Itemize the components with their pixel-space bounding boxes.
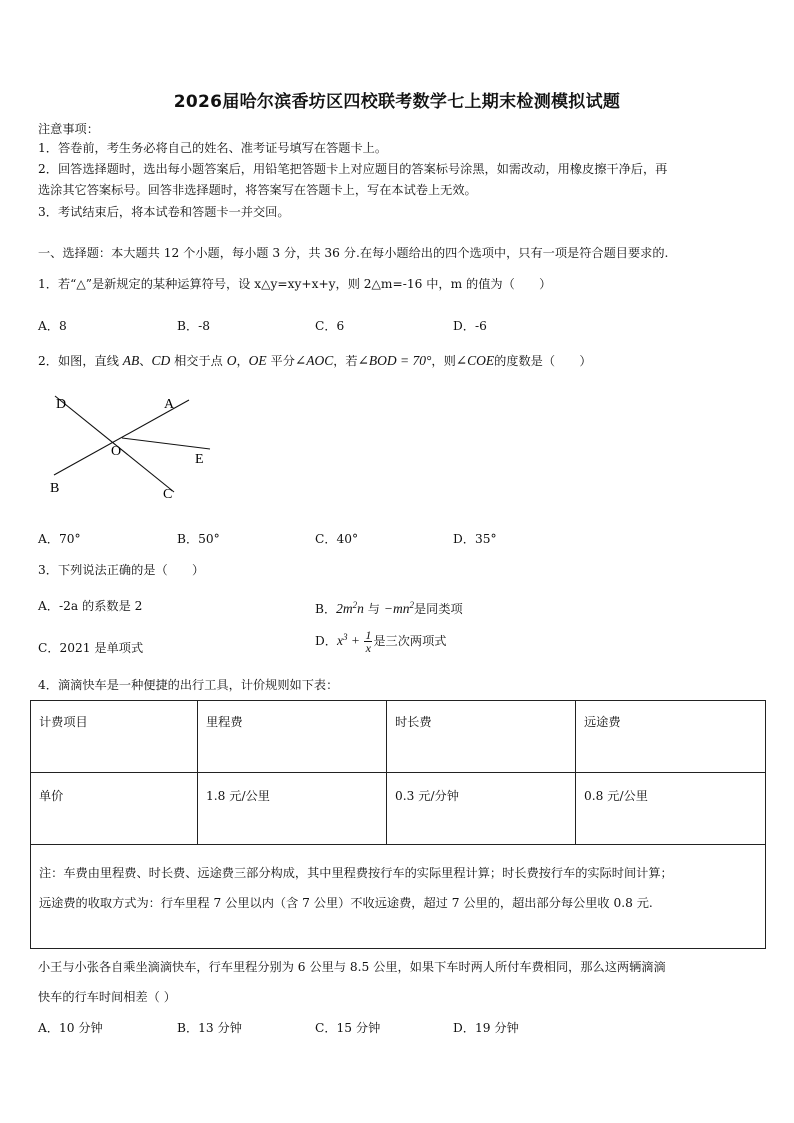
- q4-option-c: C．15 分钟: [315, 1021, 381, 1035]
- question-2-stem: 2．如图，直线 AB、CD 相交于点 O，OE 平分∠AOC，若∠BOD = 70°，则∠COE的度数是（ ）: [38, 353, 592, 368]
- q2-option-a: A．70°: [38, 532, 81, 546]
- q4-option-b: B．13 分钟: [177, 1021, 242, 1035]
- q4-followup: 快车的行车时间相差（ ）: [38, 990, 176, 1004]
- table-cell: 1.8 元/公里: [198, 773, 387, 845]
- q3-option-c: C．2021 是单项式: [38, 641, 144, 655]
- table-header-cell: 计费项目: [31, 701, 198, 773]
- q1-option-a: A．8: [38, 319, 67, 333]
- table-cell: 0.8 元/公里: [576, 773, 766, 845]
- section-heading: 一、选择题：本大题共 12 个小题，每小题 3 分，共 36 分.在每小题给出的四个选项中，只有一项是符合题目要求的.: [38, 246, 669, 260]
- table-header-cell: 时长费: [387, 701, 576, 773]
- table-header-row: [31, 701, 766, 773]
- q2-option-c: C．40°: [315, 532, 359, 546]
- q3-option-b: B．$2m^2n$ 与 $-mn^2$是同类项: [315, 600, 463, 617]
- table-row: [31, 773, 766, 845]
- question-3-stem: 3．下列说法正确的是（ ）: [38, 563, 205, 577]
- label-c: C: [163, 487, 173, 502]
- geometry-figure: [40, 388, 220, 506]
- table-cell: 单价: [31, 773, 198, 845]
- notice-item: 2．回答选择题时，选出每小题答案后，用铅笔把答题卡上对应题目的答案标号涂黑，如需改动，用橡皮擦干净后，再: [38, 162, 668, 176]
- q1-option-d: D．-6: [453, 319, 487, 333]
- q4-option-a: A．10 分钟: [38, 1021, 103, 1035]
- ray-oe: [122, 438, 210, 449]
- label-b: B: [50, 481, 60, 496]
- label-d: D: [56, 397, 67, 412]
- fare-table: [30, 700, 766, 949]
- notice-item: 选涂其它答案标号。回答非选择题时，将答案写在答题卡上，写在本试卷上无效。: [38, 183, 477, 197]
- notice-item: 3．考试结束后，将本试卷和答题卡一并交回。: [38, 205, 290, 219]
- q3-option-a: A．-2a 的系数是 2: [38, 599, 143, 613]
- label-a: A: [164, 397, 175, 412]
- q4-option-d: D．19 分钟: [453, 1021, 519, 1035]
- page-title: 2026届哈尔滨香坊区四校联考数学七上期末检测模拟试题: [173, 92, 621, 112]
- q1-option-b: B．-8: [177, 319, 211, 333]
- question-1-stem: 1．若“△”是新规定的某种运算符号，设 x△y=xy+x+y，则 2△m=-16 中，m 的值为（ ）: [38, 277, 552, 291]
- table-note: 注：车费由里程费、时长费、远途费三部分构成，其中里程费按行车的实际里程计算；时长费按行车的实际时间计算； 远途费的收取方式为：行车里程 7 公里以内（含 7 公里）不收远途费，超过 7 公里的，超出部分每公里收 0.8 元.: [31, 845, 766, 949]
- notice-item: 1．答卷前，考生务必将自己的姓名、准考证号填写在答题卡上。: [38, 141, 388, 155]
- fraction: $\frac{1}{x}$: [365, 628, 372, 656]
- notice-heading: 注意事项：: [38, 122, 99, 136]
- q4-followup: 小王与小张各自乘坐滴滴快车，行车里程分别为 6 公里与 8.5 公里，如果下车时两人所付车费相同，那么这两辆滴滴: [38, 960, 666, 974]
- table-header-cell: 远途费: [576, 701, 766, 773]
- table-note-row: [31, 845, 766, 949]
- question-4-stem: 4．滴滴快车是一种便捷的出行工具，计价规则如下表：: [38, 678, 339, 692]
- q2-option-b: B．50°: [177, 532, 220, 546]
- table-cell: 0.3 元/分钟: [387, 773, 576, 845]
- q3-option-d: D．$x^3$ + $\frac{1}{x}$ 是三次两项式: [315, 628, 447, 656]
- table-header-cell: 里程费: [198, 701, 387, 773]
- q1-option-c: C．6: [315, 319, 345, 333]
- label-e: E: [195, 452, 204, 467]
- label-o: O: [111, 444, 122, 459]
- q2-option-d: D．35°: [453, 532, 497, 546]
